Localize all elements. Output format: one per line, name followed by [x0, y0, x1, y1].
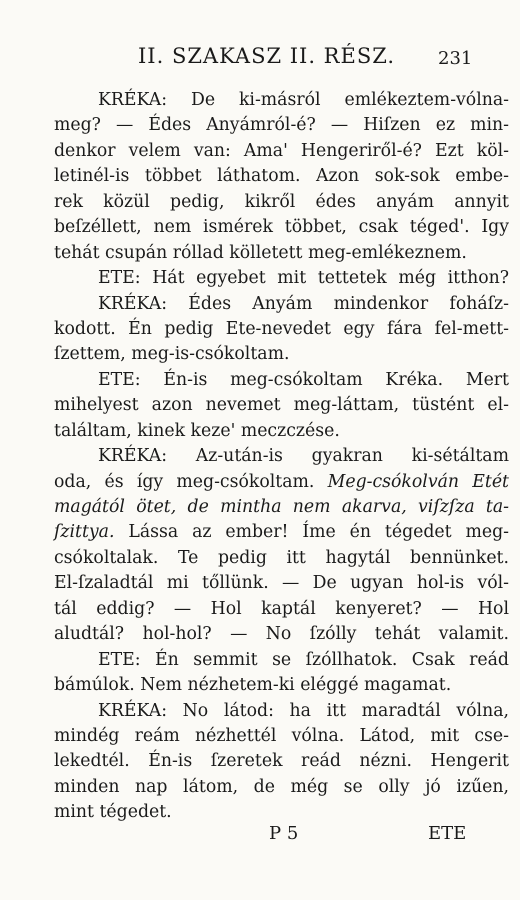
- text-line: mihelyest azon nevemet meg-láttam, tüstént el-: [54, 395, 509, 416]
- text-line: ETE: Hát egyebet mit tettetek még itthon?: [98, 268, 509, 289]
- text-line: ETE: Én-is meg-csókoltam Kréka. Mert: [98, 369, 509, 390]
- text-line-italic: [54, 495, 509, 520]
- text-line: bámúlok. Nem nézhetem-ki eléggé magamat.: [54, 675, 452, 696]
- text-line: rek közül pedig, kikről édes anyám annyit: [54, 191, 509, 212]
- text-line: ſzettem, meg-is-csókoltam.: [54, 344, 290, 365]
- text-line: csókoltalak. Te pedig itt hagytál bennünket.: [54, 547, 509, 568]
- text-line: KRÉKA: De ki-másról emlékeztem-vólna-: [98, 90, 509, 110]
- text-line-mixed: [54, 470, 509, 495]
- text-segment: oda, és így meg-csókoltam.: [54, 471, 328, 492]
- text-segment: Lássa az ember! Íme én tégedet meg-: [114, 522, 509, 543]
- text-line: letinél-is többet láthatom. Azon sok-sok embe-: [54, 166, 509, 187]
- text-line: KRÉKA: Az-után-is gyakran ki-sétáltam: [98, 446, 509, 467]
- italic-text: magától ötet, de mintha nem akarva, viſzſza ta-: [54, 497, 509, 517]
- text-line: tehát csupán róllad kölletett meg-emlékeznem.: [54, 242, 467, 263]
- text-line: tál eddig? — Hol kaptál kenyeret? — Hol: [54, 598, 509, 619]
- text-line: denkor velem van: Ama' Hengeriről-é? Ezt köl-: [54, 140, 509, 161]
- page-number: 231: [438, 48, 473, 69]
- text-line: találtam, kinek keze' meczczése.: [54, 420, 340, 441]
- text-line: kodott. Én pedig Ete-nevedet egy fára fel-mett-: [54, 318, 509, 339]
- text-line-mixed: [54, 520, 509, 545]
- italic-text: ſzittya.: [54, 522, 115, 543]
- text-line: mint tégedet.: [54, 802, 172, 823]
- running-head-title: II. SZAKASZ II. RÉSZ.: [138, 44, 396, 68]
- body-text: [54, 88, 509, 826]
- text-line: meg? — Édes Anyámról-é? — Hiſzen ez min-: [54, 115, 509, 136]
- text-line: aludtál? hol-hol? — No ſzólly tehát valamit.: [54, 624, 509, 645]
- text-line: lekedtél. Én-is ſzeretek reád nézni. Hengerit: [54, 751, 509, 772]
- signature-mark: P 5: [269, 823, 299, 844]
- catchword: ETE: [428, 823, 467, 844]
- text-line: mindég reám nézhettél vólna. Látod, mit cse-: [54, 725, 509, 746]
- text-line: KRÉKA: Édes Anyám mindenkor foháſz-: [98, 293, 509, 314]
- text-line: KRÉKA: No látod: ha itt maradtál vólna,: [98, 700, 509, 721]
- text-line: minden nap látom, de még se olly jó izűen,: [54, 776, 509, 797]
- italic-text: Meg-csókolván Etét: [327, 471, 509, 492]
- text-line: beſzéllett, nem ismérek többet, csak téged'. Igy: [54, 217, 509, 238]
- text-line: ETE: Én semmit se ſzóllhatok. Csak reád: [98, 649, 509, 670]
- text-line: El-ſzaladtál mi tőllünk. — De ugyan hol-is vól-: [54, 573, 509, 594]
